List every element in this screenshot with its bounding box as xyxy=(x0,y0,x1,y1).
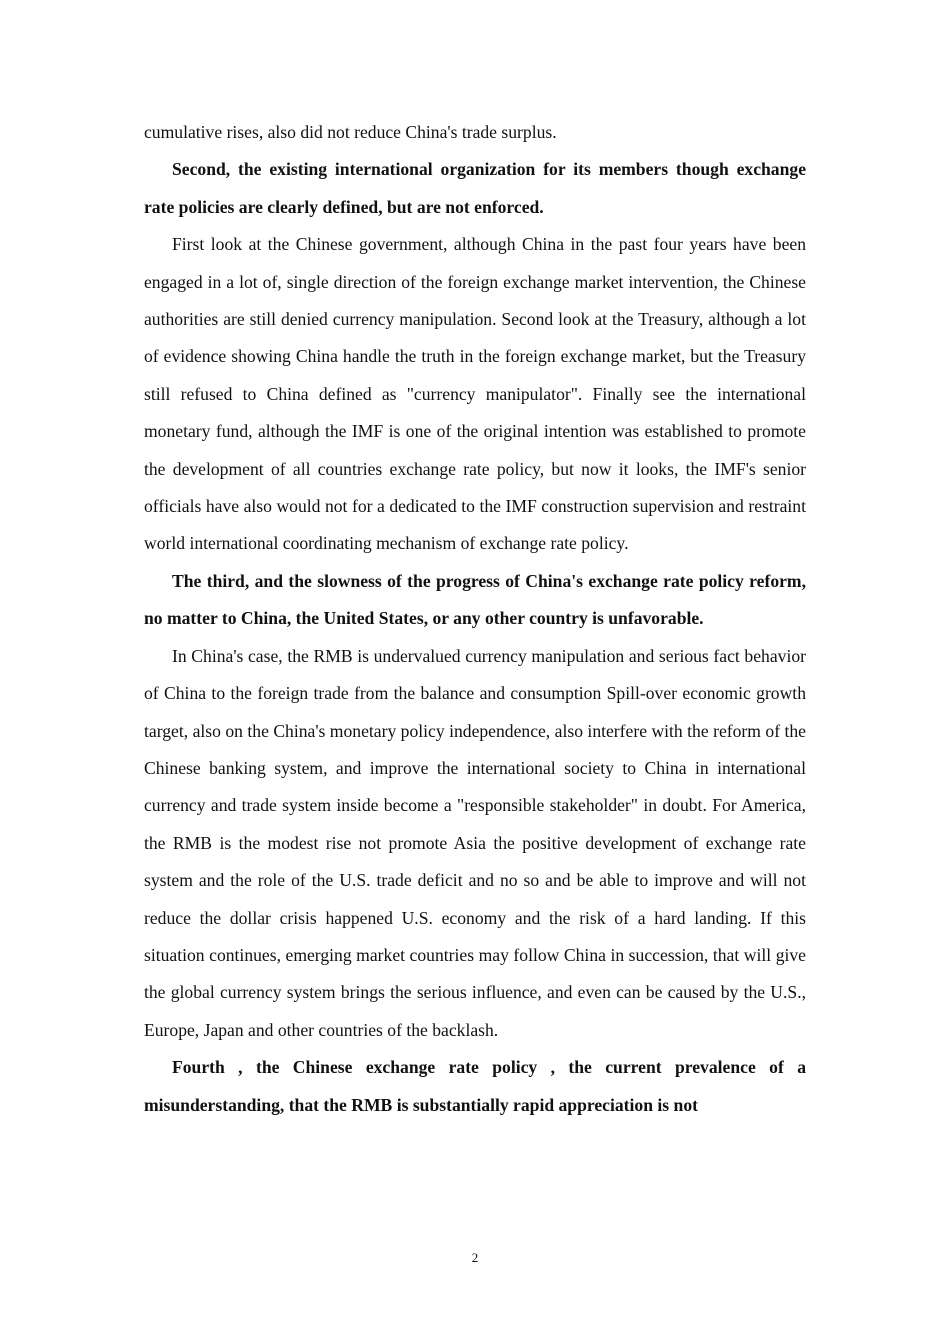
heading-second-point: Second, the existing international organization for its members though exchange rate policies are clearly defined, but are not enforced. xyxy=(144,159,806,217)
body-text xyxy=(144,114,806,1124)
heading-fourth-point: Fourth , the Chinese exchange rate policy , the current prevalence of a misunderstanding, that the RMB is substantially rapid appreciation is not xyxy=(144,1057,806,1115)
paragraph-china-case: In China's case, the RMB is undervalued currency manipulation and serious fact behavior of China to the foreign trade from the balance and consumption Spill-over economic growth target, also on the China's monetary policy independence, also interfere with the reform of the Chinese banking system, and improve the international society to China in international currency and trade system inside become a "responsible stakeholder" in doubt. For America, the RMB is the modest rise not promote Asia the positive development of exchange rate system and the role of the U.S. trade deficit and no so and be able to improve and will not reduce the dollar crisis happened U.S. economy and the risk of a hard landing. If this situation continues, emerging market countries may follow China in succession, that will give the global currency system brings the serious influence, and even can be caused by the U.S., Europe, Japan and other countries of the backlash. xyxy=(144,645,806,1040)
heading-third-point: The third, and the slowness of the progress of China's exchange rate policy reform, no matter to China, the United States, or any other country is unfavorable. xyxy=(144,570,806,629)
page-number: 2 xyxy=(471,1250,479,1265)
paragraph-international-organizations: First look at the Chinese government, although China in the past four years have been engaged in a lot of, single direction of the foreign exchange market intervention, the Chinese authorities are still denied currency manipulation. Second look at the Treasury, although a lot of evidence showing China handle the truth in the foreign exchange market, but the Treasury still refused to China defined as "currency manipulator". Finally see the international monetary fund, although the IMF is one of the original intention was established to promote the development of all countries exchange rate policy, but now it looks, the IMF's senior officials have also would not for a dedicated to the IMF construction supervision and restraint world international coordinating mechanism of exchange rate policy. xyxy=(144,234,806,554)
paragraph-continuation: cumulative rises, also did not reduce China's trade surplus. xyxy=(144,122,557,142)
